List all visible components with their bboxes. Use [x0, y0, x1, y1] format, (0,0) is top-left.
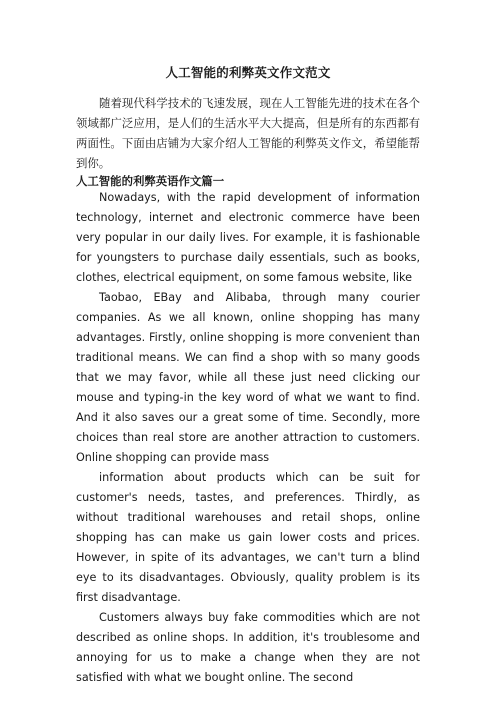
- essay-paragraph-4: Customers always buy fake commodities which are not described as online shops. In addition, it's troublesome and annoying for us to make a change when they are not satisfied with what we bought online. The second: [76, 611, 420, 684]
- essay-paragraph-3: information about products which can be suit for customer's needs, tastes, and preferences. Thirdly, as without traditional warehouses and retail shops, online shopping has can make us gain lower costs and prices. However, in spite of its advantages, we can't turn a blind eye to its disadvantages. Obviously, quality problem is its first disadvantage.: [76, 471, 420, 604]
- essay-paragraph-2: Taobao, EBay and Alibaba, through many courier companies. As we all known, online shopping has many advantages. Firstly, online shopping is more convenient than traditional means. We can find a shop with so many goods that we may favor, while all these just need clicking our mouse and typing-in the key word of what we want to find. And it also saves our a great some of time. Secondly, more choices than real store are another attraction to customers. Online shopping can provide mass: [76, 291, 420, 464]
- essay-body: [76, 188, 420, 688]
- intro-block: [76, 93, 420, 173]
- section-heading: 人工智能的利弊英语作文篇一: [76, 174, 225, 188]
- intro-paragraph: 随着现代科学技术的飞速发展，现在人工智能先进的技术在各个领域都广泛应用，是人们的生活水平大大提高，但是所有的东西都有两面性。下面由店铺为大家介绍人工智能的利弊英文作文，希望能帮到你。: [76, 96, 420, 170]
- essay-paragraph-1: Nowadays, with the rapid development of information technology, internet and electronic commerce have been very popular in our daily lives. For example, it is fashionable for youngsters to purchase daily essentials, such as books, clothes, electrical equipment, on some famous website, like: [76, 191, 420, 284]
- document-title: 人工智能的利弊英文作文范文: [165, 65, 331, 80]
